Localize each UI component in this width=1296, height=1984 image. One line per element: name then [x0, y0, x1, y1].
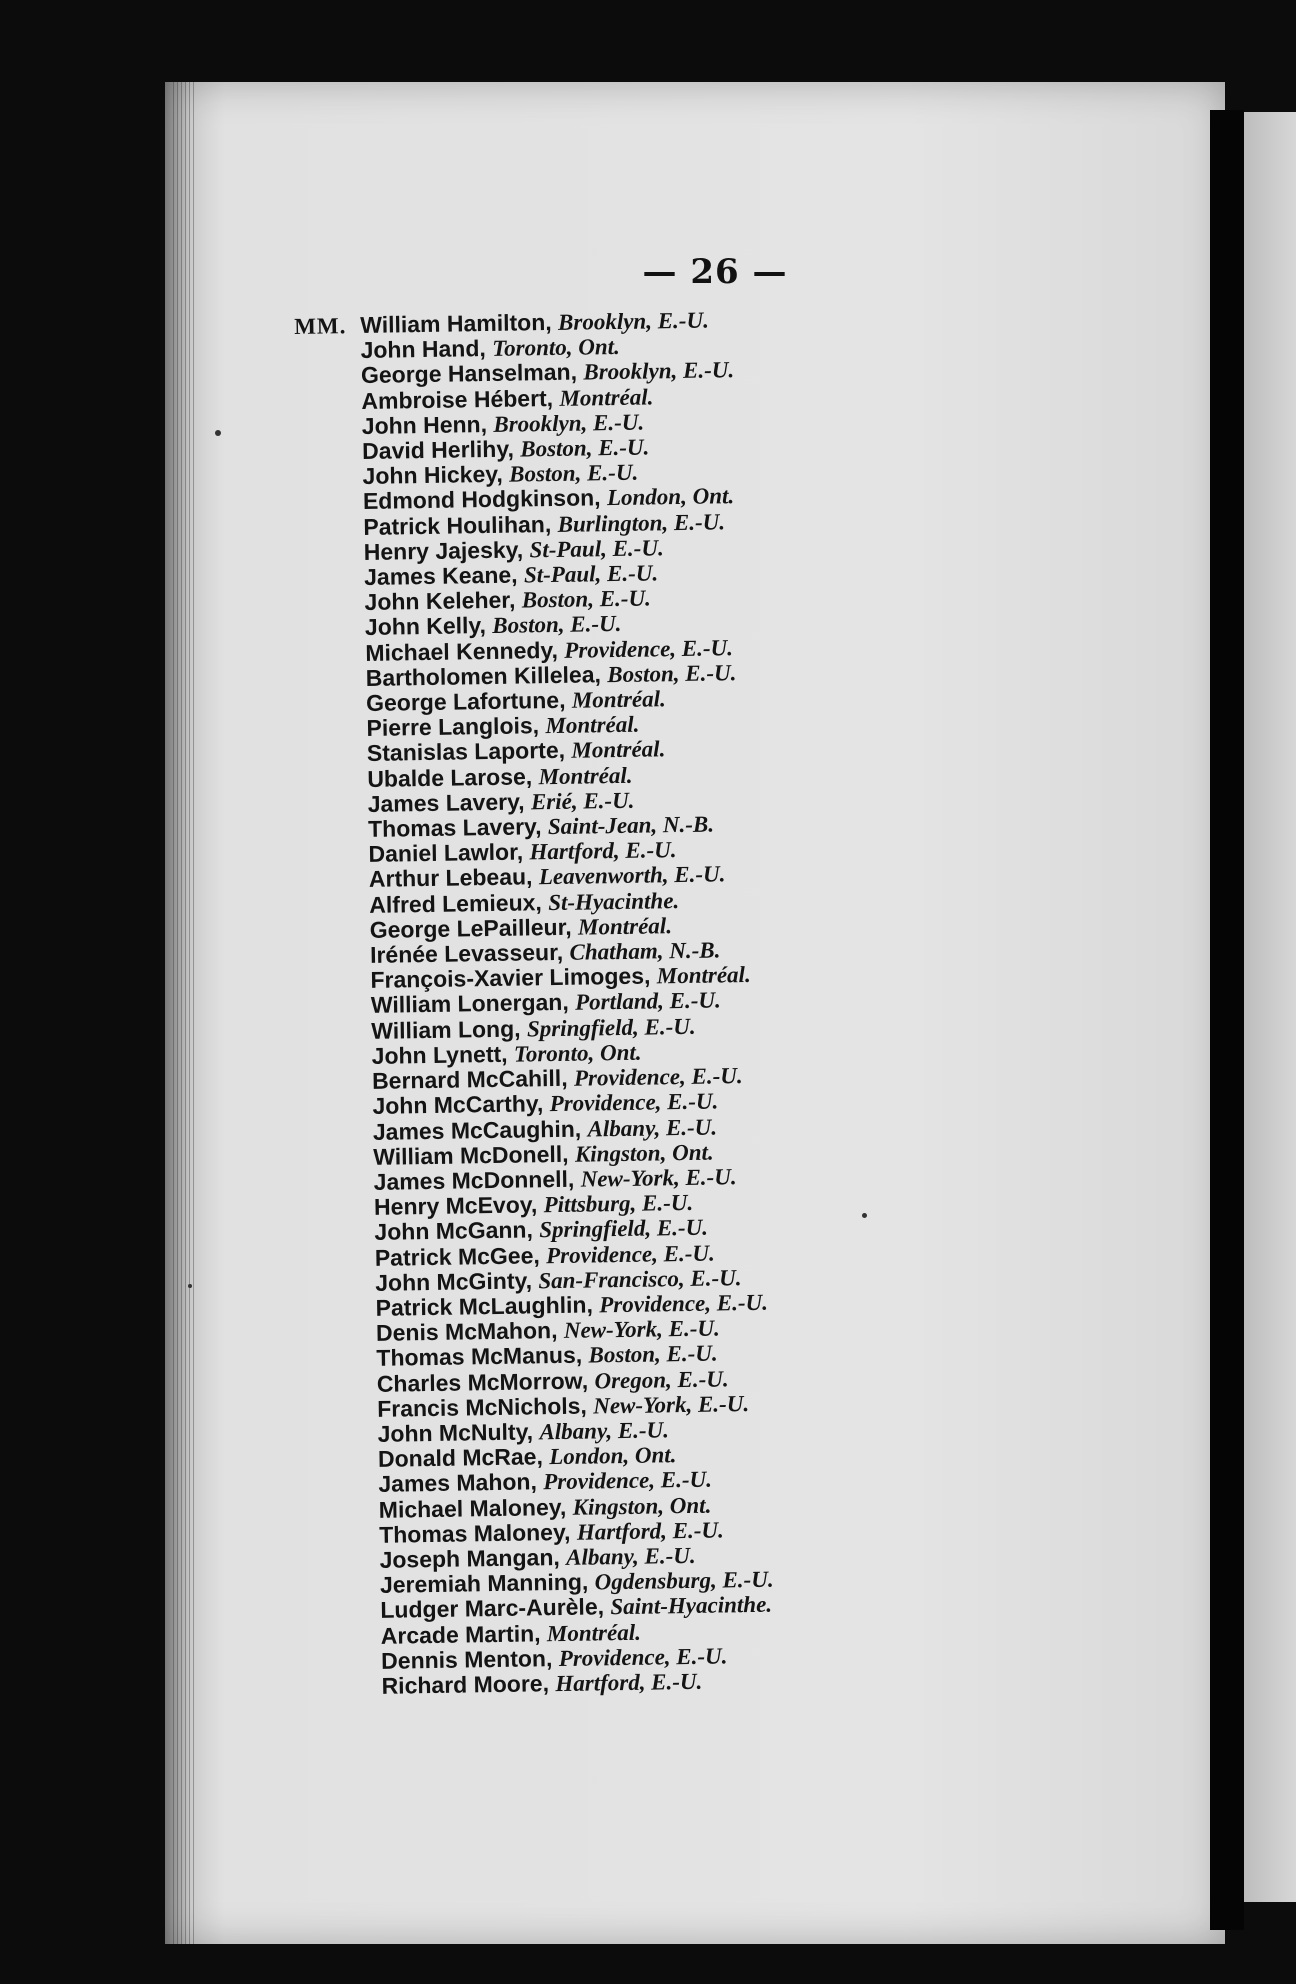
place-name: Hartford, E.-U. [576, 1517, 724, 1545]
person-name: Charles McMorrow, [376, 1367, 589, 1397]
place-name: New-York, E.-U. [563, 1315, 720, 1344]
person-name: Patrick McLaughlin, [375, 1291, 594, 1321]
place-name: Boston, E.-U. [508, 459, 639, 487]
person-name: Francis McNichols, [377, 1392, 588, 1422]
person-name: Edmond Hodgkinson, [362, 484, 601, 515]
place-name: New-York, E.-U. [580, 1164, 737, 1192]
place-name: Providence, E.-U. [573, 1063, 743, 1091]
person-name: Bernard McCahill, [371, 1064, 568, 1094]
place-name: Montréal. [545, 711, 640, 739]
person-name: Alfred Lemieux, [369, 888, 543, 918]
place-name: Montréal. [546, 1619, 642, 1646]
person-name: John Keleher, [364, 586, 516, 616]
person-name: Dennis Menton, [380, 1644, 553, 1674]
person-name: Jeremiah Manning, [379, 1568, 589, 1598]
person-name: John Kelly, [364, 612, 487, 641]
person-name: John McNulty, [377, 1418, 534, 1447]
place-name: Montréal. [559, 384, 654, 411]
person-name: James Mahon, [378, 1468, 538, 1498]
place-name: London, Ont. [606, 483, 735, 511]
person-name: Michael Kennedy, [365, 636, 559, 666]
ink-speck [188, 1284, 192, 1288]
person-name: John McGann, [374, 1216, 534, 1246]
person-name: John Lynett, [371, 1040, 508, 1069]
person-name: Patrick McGee, [374, 1241, 540, 1271]
place-name: Brooklyn, E.-U. [583, 357, 735, 385]
place-name: Kingston, Ont. [572, 1492, 712, 1520]
person-name: François-Xavier Limoges, [370, 962, 651, 994]
place-name: St-Paul, E.-U. [523, 560, 659, 588]
place-name: Kingston, Ont. [574, 1139, 714, 1167]
place-name: Montréal. [577, 913, 673, 940]
person-name: Thomas Lavery, [367, 813, 542, 842]
place-name: Portland, E.-U. [574, 987, 721, 1016]
person-name: Richard Moore, [381, 1670, 550, 1699]
place-name: Providence, E.-U. [564, 634, 734, 663]
place-name: Ogdensburg, E.-U. [594, 1566, 774, 1595]
place-name: Montréal. [538, 762, 633, 789]
person-name: Henry McEvoy, [373, 1191, 538, 1220]
person-name: Michael Maloney, [378, 1493, 567, 1523]
person-name: James McCaughin, [372, 1115, 582, 1145]
person-name: William Hamilton, [359, 308, 552, 338]
place-name: New-York, E.-U. [593, 1390, 750, 1419]
person-name: William McDonell, [373, 1140, 569, 1170]
place-name: Hartford, E.-U. [555, 1668, 703, 1697]
person-name: John McCarthy, [372, 1090, 544, 1120]
place-name: Toronto, Ont. [513, 1039, 642, 1067]
place-name: Leavenworth, E.-U. [538, 861, 726, 890]
place-name: Providence, E.-U. [599, 1289, 769, 1318]
person-name: Arcade Martin, [380, 1619, 541, 1649]
page-number: — 26 — [642, 252, 788, 292]
person-name: James McDonnell, [373, 1165, 575, 1195]
person-name: Patrick Houlihan, [363, 510, 552, 540]
place-name: Boston, E.-U. [520, 434, 650, 462]
place-name: Montréal. [571, 686, 666, 713]
name-list [294, 299, 1282, 1699]
person-name: George LePailleur, [369, 913, 572, 943]
place-name: Chatham, N.-B. [569, 937, 721, 965]
place-name: Providence, E.-U. [549, 1088, 719, 1117]
place-name: St-Hyacinthe. [548, 887, 680, 915]
person-name: William Long, [371, 1015, 521, 1044]
person-name: David Herlihy, [361, 435, 515, 464]
place-name: Hartford, E.-U. [529, 837, 677, 865]
person-name: Ubalde Larose, [367, 763, 533, 792]
person-name: William Lonergan, [370, 989, 569, 1019]
person-name: Joseph Mangan, [379, 1543, 560, 1573]
place-name: London, Ont. [549, 1442, 677, 1470]
person-name: John McGinty, [375, 1267, 533, 1296]
person-name: John Hand, [360, 335, 487, 364]
person-name: Donald McRae, [377, 1443, 544, 1472]
person-name: John Henn, [361, 410, 488, 439]
place-name: St-Paul, E.-U. [529, 535, 664, 563]
ink-speck [215, 430, 221, 436]
person-name: Thomas McManus, [376, 1341, 583, 1372]
place-name: Boston, E.-U. [607, 659, 737, 688]
place-name: Burlington, E.-U. [557, 508, 726, 537]
place-name: Springfield, E.-U. [526, 1013, 696, 1042]
person-name: Denis McMahon, [375, 1317, 558, 1346]
place-name: Providence, E.-U. [543, 1466, 713, 1495]
person-name: Ludger Marc-Aurèle, [380, 1593, 605, 1624]
place-name: Brooklyn, E.-U. [557, 307, 710, 335]
person-name: Stanislas Laporte, [366, 737, 566, 767]
honorific-prefix: MM. [294, 313, 347, 340]
person-name: James Keane, [363, 561, 518, 590]
place-name: Boston, E.-U. [492, 611, 622, 639]
person-name: Ambroise Hébert, [361, 384, 554, 414]
place-name: Albany, E.-U. [539, 1417, 670, 1445]
place-name: Toronto, Ont. [492, 334, 621, 362]
place-name: Boston, E.-U. [521, 585, 652, 613]
person-name: Bartholomen Killelea, [365, 661, 602, 691]
place-name: Albany, E.-U. [565, 1542, 696, 1570]
person-name: James Lavery, [367, 788, 525, 817]
person-name: Henry Jajesky, [363, 536, 524, 565]
place-name: Erié, E.-U. [530, 787, 635, 815]
place-name: Boston, E.-U. [588, 1340, 718, 1368]
person-name: Arthur Lebeau, [368, 863, 533, 893]
place-name: Springfield, E.-U. [539, 1214, 709, 1243]
person-name: Irénée Levasseur, [369, 938, 564, 968]
place-name: Brooklyn, E.-U. [493, 409, 645, 437]
person-name: Pierre Langlois, [366, 712, 540, 742]
person-name: John Hickey, [362, 460, 503, 490]
place-name: Albany, E.-U. [587, 1113, 718, 1142]
place-name: Montréal. [571, 736, 666, 764]
person-name: Thomas Maloney, [378, 1518, 571, 1548]
place-name: Providence, E.-U. [545, 1240, 715, 1268]
place-name: San-Francisco, E.-U. [538, 1264, 742, 1294]
person-name: Daniel Lawlor, [368, 838, 524, 868]
place-name: Pittsburg, E.-U. [543, 1189, 694, 1218]
place-name: Saint-Jean, N.-B. [547, 811, 715, 840]
person-name: George Lafortune, [365, 686, 566, 716]
person-name: George Hanselman, [360, 359, 578, 389]
place-name: Montréal. [656, 962, 751, 989]
place-name: Oregon, E.-U. [594, 1365, 729, 1393]
place-name: Providence, E.-U. [558, 1643, 728, 1671]
place-name: Saint-Hyacinthe. [610, 1592, 773, 1620]
